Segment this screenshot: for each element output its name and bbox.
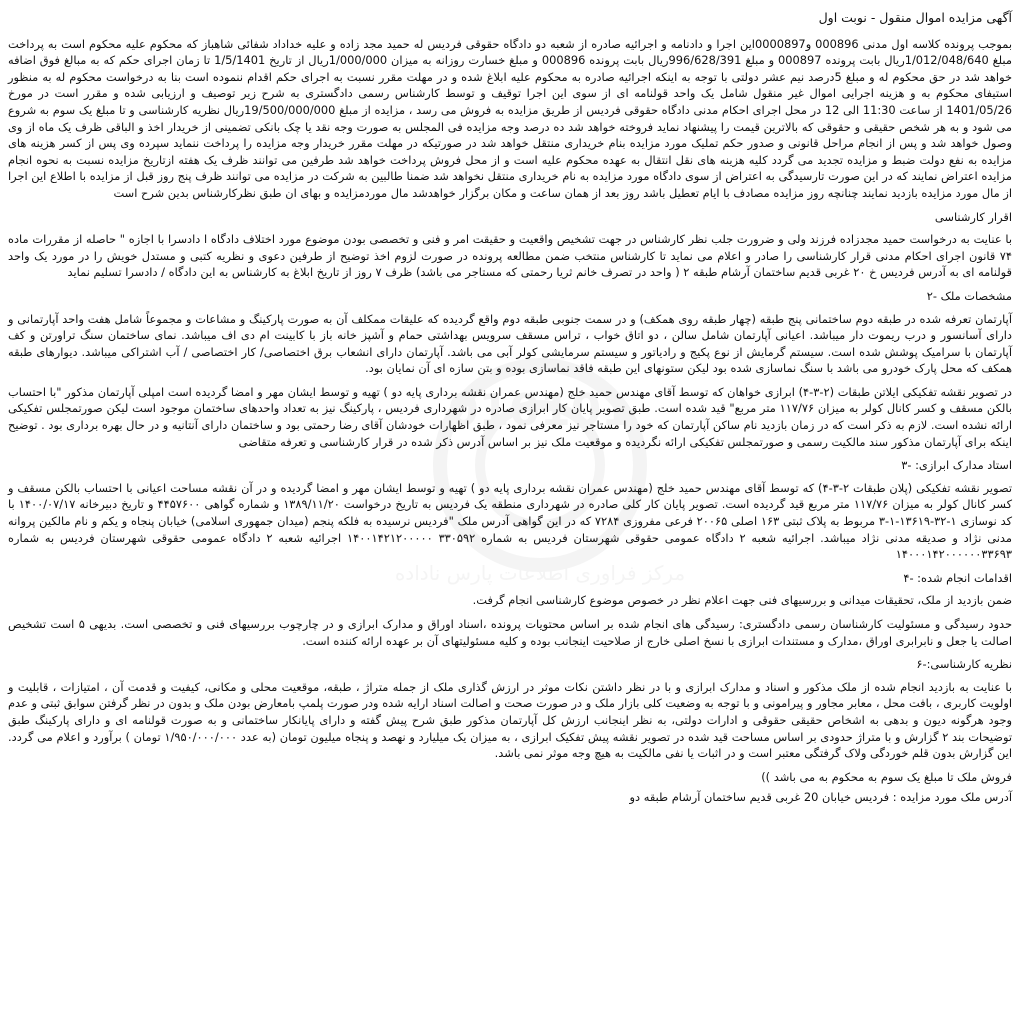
- section-body: تصویر نقشه تفکیکی (پلان طبقات ۲-۳-۴) که توسط آقای مهندس حمید خلج (مهندس عمران نقشه برداری پایه دو ) تهیه و توسط ایشان مهر و امضا گردیده و در آن نقشه مساحت اعیانی با احتساب بالکن مسقف و کسر کانال کولر به میزان ۱۱۷/۷۶ متر مربع قید گردیده است. تصویر پایان کار کلی صادره در شهرداری منطقه یک فردیس به تاریخ درخواست ۱۳۸۹/۱۱/۲۰ و شماره گواهی ۴۴۵۷۶۰۰ و تاریخ دبیرخانه ۱۴۰۰/۰۷/۱۷ با کد نوسازی ۱-۳۲-۱۳۶۱۹-۱-۳ مربوط به پلاک ثبتی ۱۶۳ اصلی ۲۰۰۶۵ فرعی مفروزی ۷۲۸۴ که در این گواهی آدرس ملک "فردیس نرسیده به فلکه پنجم (میدان جمهوری اسلامی) خیابان پنجاه و یکم و نام مالکین پروانه مدنی نژاد و صدیقه مدنی نژاد میباشد. اجرائیه شعبه ۲ دادگاه عمومی حقوقی شهرستان فردیس به شماره ۳۳۰۵۹۲ ۱۴۰۰۱۴۲۱۲۰۰۰۰۰ اجرائیه شعبه ۲ دادگاه عمومی حقوقی شهرستان فردیس به شماره ۱۴۰۰۰۱۴۲۰۰۰۰۰۰۳۳۶۹۳: [8, 480, 1013, 562]
- property-address-line: آدرس ملک مورد مزایده : فردیس خیابان 20 غربی قدیم ساختمان آرشام طبقه دو: [629, 790, 1012, 805]
- section-body: حدود رسیدگی و مسئولیت کارشناسان رسمی دادگستری: رسیدگی های انجام شده بر اساس محتویات پرونده ،اسناد اوراق و مدارک ابرازی و در چارچوب بررسیهای فنی و تخصصی است. بدیهی ۵ است تشخیص اصالت یا جعل و نابرابری اوراق ،مدارک و مستندات ابرازی با نسخ اصلی خارج از صلاحیت اینجانب بوده و کلیه مسئولیتهای آن بر عهده ارائه کننده است.: [8, 617, 1012, 648]
- section-documents: [8, 457, 1012, 563]
- section-floorplan-notes: [8, 384, 1012, 450]
- section-expert-opinion: [8, 656, 1012, 762]
- section-body: با عنایت به بازدید انجام شده از ملک مذکور و اسناد و مدارک ابرازی و با در نظر داشتن نکات موثر در ارزش گذاری ملک از جمله متراژ ، طبقه، موقعیت محلی و مکانی، کیفیت و قدمت آن ، امتیازات ، قابلیت و اولویت کاربری ، بافت محل ، معابر مجاور و پیرامونی و با توجه به وضعیت کلی بازار ملک و در صورت صحت و اصالت اسناد ارایه شده ودر صورت پلمپ بامعارض بودن ملک و بدون در نظر گرفتن سوابق ثبتی و عدم وجود هرگونه دیون و بدهی به اشخاص حقیقی حقوقی و ادارات دولتی، به نظر اینجانب ارزش کل آپارتمان مذکور طبق شرح پیش گفته و دارای پایانکار ساختمانی و به صورت قولنامه ای و دارای پارکینگ طبق توضیحات بند ۲ گزارش و با متراژ حدودی بر اساس مساحت قید شده در تصویر نقشه پیش تفکیک ابرازی ، به میزان یک میلیارد و نهصد و پنجاه میلیون تومان (به عدد ۱/۹۵۰/۰۰۰/۰۰۰ تومان ) برآورد و اعلام می گردد. این گزارش بدون قلم خوردگی ولاک گرفتگی معتبر است و در اثبات یا نفی مالکیت به هیچ وجه موثر نمی باشد.: [8, 679, 1012, 761]
- section-heading: اقدامات انجام شده: -۴: [903, 570, 1012, 585]
- section-body: در تصویر نقشه تفکیکی ایلاتن طبقات (۲-۳-۴) ابرازی خواهان که توسط آقای مهندس حمید خلج (مهندس عمران نقشه برداری پایه دو ) تهیه و توسط ایشان مهر و امضا گردیده است امپلی آپارتمان مذکور "با احتساب بالکن مسقف و کسر کانال کولر به میزان ۱۱۷/۷۶ متر مربع" قید شده است. طبق تصویر پایان کار ابرازی صادره در شهرداری فردیس ، پارکینگ نیز به تعداد واحدهای ساختمان موجود است لیکن صورتمجلس تفکیکی ارائه نشده است. لازم به ذکر است که در زمان بازدید نام ساکن آپارتمان که خود را مستاجر نیز معرفی نمود ، طبق اظهارات خودشان آقای رضا رحمتی بود و ساختمان دارای آنتانیه و در حال بهره برداری بود . توضیح اینکه برای آپارتمان مذکور سند مالکیت رسمی و صورتمجلس تفکیکی ارائه نگردیده و موقعیت ملک نیز بر اساس آدرس ذکر شده در قرار کارشناسی و تعرفه متقاضی: [8, 384, 1013, 449]
- section-body: ضمن بازدید از ملک، تحقیقات میدانی و بررسیهای فنی جهت اعلام نظر در خصوص موضوع کارشناسی انجام گرفت.: [472, 593, 1012, 608]
- section-heading: استاد مدارک ابرازی: -۳: [901, 458, 1012, 473]
- sale-terms-line: فروش ملک تا مبلغ یک سوم به محکوم به می باشد )): [761, 769, 1012, 784]
- section-heading: اقرار کارشناسی: [934, 209, 1012, 224]
- watermark-number: 010101: [448, 385, 632, 436]
- section-actions: [8, 570, 1012, 609]
- section-body: آپارتمان تعرفه شده در طبقه دوم ساختمانی پنج طبقه (چهار طبقه روی همکف) و در سمت جنوبی طبقه دوم واقع گردیده که علیقات ممکلف آن به صورت پارکینگ و مشاعات و مجموعاً شامل هفت واحد آپارتمانی و دارای آسانسور و درب ریموت دار میباشد. اعیانی آپارتمان شامل سالن ، دو اتاق خواب ، تراس مسقف سرویس بهداشتی حمام و آشپز خانه باز با کابینت ام دی اف میباشد. نمای ساختمان سنگ تراورتن و کف آپارتمان با سرامیک پوشش شده است. سیستم گرمایش از نوع پکیج و رادیاتور و سیستم سرمایشی کولر آبی می باشد. آپارتمان دارای انشعاب برق اختصاصی/ کار اختصاصی / آب اشتراکی میباشد. دیوارهای طبقه همکف که محل پارک خودرو می باشد با سنگ نماسازی شده بود لیکن ستونهای این طبقه فاقد نماسازی بوده و بتن سازه ای آن نمایان بود.: [8, 311, 1012, 376]
- auction-notice: [8, 10, 1012, 806]
- notice-intro: بموجب پرونده کلاسه اول مدنی 000896 و0000897این اجرا و دادنامه و اجرائیه صادره از شعبه دو دادگاه حقوقی فردیس له حمید مجد زاده و علیه خداداد شفائی شاهباز که محکوم علیه محکوم است به پرداخت مبلغ 1/012/048/640ریال بابت پرونده 000897 و مبلغ 996/628/391ریال بابت پرونده 000896 و مبلغ خسارت روزانه به میزان 1/000/000ریال از تاریخ 1/5/1401 تا زمان اجرای حکم که به مبالغ فوق اضافه خواهد شد در حق محکوم له و مبلغ 5درصد نیم عشر دولتی با توجه به اینکه اجرائیه صادره به محکوم علیه ابلاغ شده و در مهلت مقرر نسبت به اجرای حکم اقدام ننموده است بنا به درخواست محکوم له به منظور استیفای محکوم به و هزینه اجرایی اموال غیر منقول شامل یک واحد قولنامه ای از سوی این اجرا توقیف و توسط کارشناس رسمی دادگستری به شرح زیر توصیف و ارزیابی شده و مقرر است در مورخ 1401/05/26 از ساعت 11:30 الی 12 در محل اجرای احکام مدنی دادگاه حقوقی فردیس از طریق مزایده به فروش می رسد ، مزایده از مبلغ 19/500/000/000ریال نظریه کارشناسی و تا مبلغ یک سوم به شروع می شود و به هر شخص حقیقی و حقوقی که بالاترین قیمت را پیشنهاد نماید فروخته خواهد شد ده درصد وجه مزایده فی المجلس به صورت وجه نقد یا چک بانکی تضمینی از خریدار اخذ و الباقی ظرف یک ماه از وی وصول خواهد شد و پس از انجام مراحل قانونی و صدور حکم تملیک مورد مزایده بنام خریداری منتقل خواهد شد در صورتیکه در مهلت مقرر خریدار وجه مزایده را پرداخت ننماید سپرده وی پس از کسر هزینه های مزایده به نفع دولت ضبط و مزایده تجدید می گردد کلیه هزینه های نقل انتقال به عهده محکوم علیه است و از محل فروش پرداخت خواهد شد طرفین می توانند ظرف یک هفته ازتاریخ مزایده نسبت به نحوه انجام مزایده اعتراض نمایند که در این صورت تارسیدگی به اعتراض از سوی دادگاه مورد مزایده به نام خریداری منتقل نخواهد شد ضمنا طالبین به شرکت در مزایده می توانند ظرف پنج روز قبل از مزایده با اطلاع این اجرا از مال مورد مزایده بازدید نمایند چنانچه روز مزایده مصادف با ایام تعطیل باشد روز بعد از همان ساعت و مکان برگزار خواهدشد مال موردمزایده و بهای ان طبق نظرکارشناس بدین شرح است: [8, 36, 1012, 200]
- notice-title: آگهی مزایده اموال منقول - نوبت اول: [818, 10, 1012, 25]
- section-expert-order: [8, 209, 1012, 281]
- section-property-specs: [8, 288, 1012, 377]
- section-body: با عنایت به درخواست حمید مجدزاده فرزند ولی و ضرورت جلب نظر کارشناس در جهت تشخیص واقعیت و حقیقت امر و فنی و تخصصی بودن موضوع مورد اختلاف دادگاه ا دادسرا با اجازه " حاصله از مقررات ماده ۷۴ قانون اجرای احکام مدنی قرار کارشناسی را صادر و اعلام می نماید تا کارشناس منتخب ضمن مطالعه پرونده در صورت لزوم اخذ توضیح از طرفین دعوی و نظریه کتبی و مستدل خویش را در مورد یک واحد قولنامه ای به آدرس فردیس خ ۲۰ غربی قدیم ساختمان آرشام طبقه ۲ ( واحد در تصرف خانم ثریا رحمتی که مستاجر می باشد) ظرف ۷ روز از تاریخ ابلاغ به کارشناس به این دادگاه / دادسرا تسلیم نماید: [8, 232, 1012, 280]
- section-heading: نظریه کارشناسی:-۶: [916, 657, 1012, 672]
- section-heading: مشخصات ملک -۲: [926, 288, 1012, 303]
- watermark-text: مرکز فراوری اطلاعات پارس ناداده: [394, 561, 686, 585]
- section-responsibility: [8, 616, 1012, 649]
